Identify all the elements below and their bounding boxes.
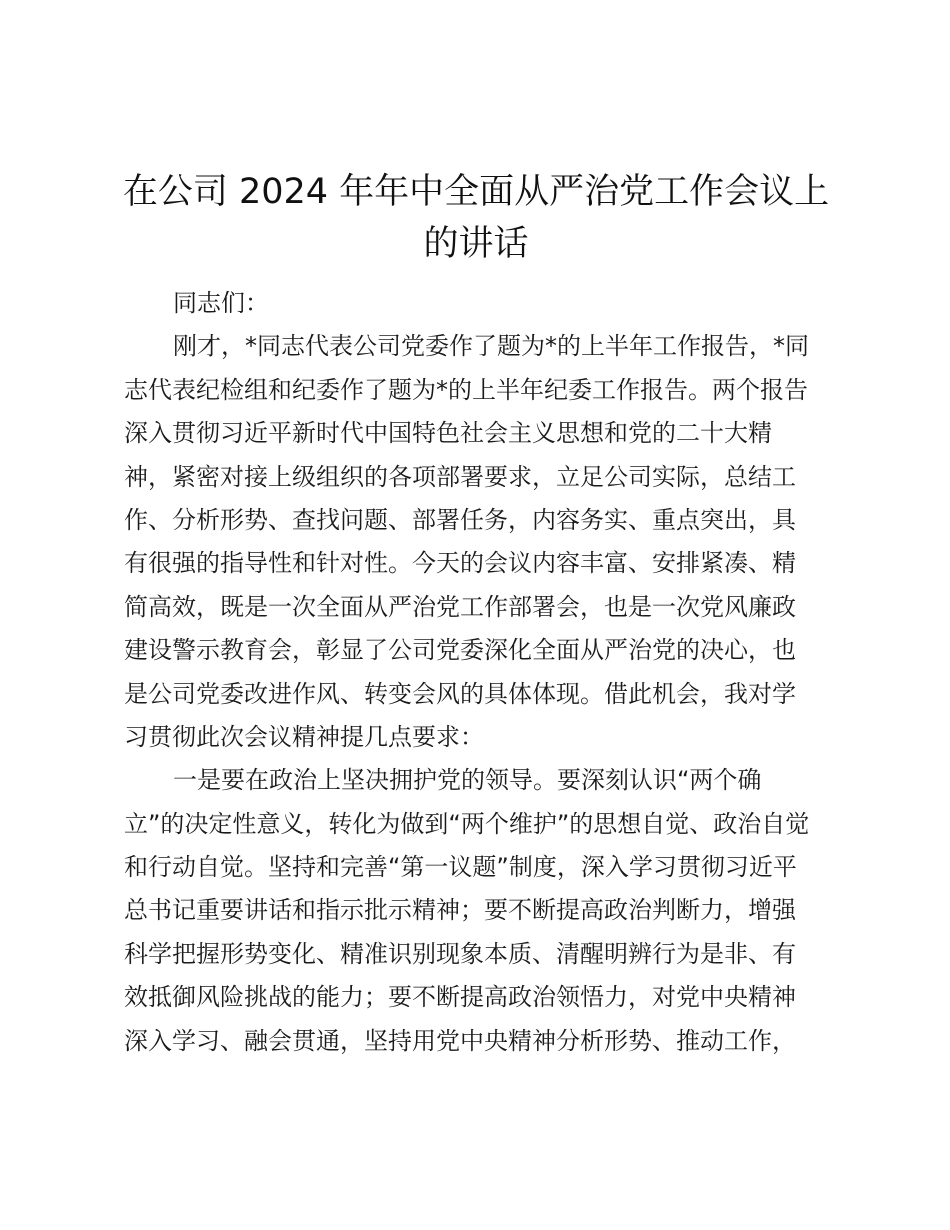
body-text-line: 深入学习、融会贯通，坚持用党中央精神分析形势、推动工作， [124, 1026, 796, 1055]
title-line-1: 在公司 2024 年年中全面从严治党工作会议上 [122, 172, 830, 212]
body-text-line: 立”的决定性意义，转化为做到“两个维护”的思想自觉、政治自觉 [124, 809, 810, 838]
title-line-2: 的讲话 [423, 224, 529, 264]
body-text-line: 是公司党委改进作风、转变会风的具体体现。借此机会，我对学 [124, 679, 796, 708]
body-text-line: 和行动自觉。坚持和完善“第一议题”制度，深入学习贯彻习近平 [124, 853, 797, 882]
body-text-line: 总书记重要讲话和指示批示精神；要不断提高政治判断力，增强 [124, 896, 796, 925]
body-text-line: 简高效，既是一次全面从严治党工作部署会，也是一次党风廉政 [124, 592, 796, 621]
body-text-line: 神，紧密对接上级组织的各项部署要求，立足公司实际，总结工 [124, 462, 796, 491]
body-text-line: 效抵御风险挑战的能力；要不断提高政治领悟力，对党中央精神 [124, 983, 796, 1012]
body-text-line: 志代表纪检组和纪委作了题为*的上半年纪委工作报告。两个报告 [124, 375, 808, 404]
document-body [124, 282, 836, 1063]
body-text-line: 习贯彻此次会议精神提几点要求： [124, 722, 484, 751]
body-text-line: 有很强的指导性和针对性。今天的会议内容丰富、安排紧凑、精 [124, 549, 796, 578]
body-text-line: 建设警示教育会，彰显了公司党委深化全面从严治党的决心，也 [124, 636, 796, 665]
body-text-line: 作、分析形势、查找问题、部署任务，内容务实、重点突出，具 [124, 505, 796, 534]
body-text-line: 一是要在政治上坚决拥护党的领导。要深刻认识“两个确 [173, 766, 762, 795]
document-title [120, 166, 832, 270]
body-text-line: 科学把握形势变化、精准识别现象本质、清醒明辨行为是非、有 [124, 939, 796, 968]
body-text-line: 深入贯彻习近平新时代中国特色社会主义思想和党的二十大精 [124, 419, 772, 448]
body-text-line: 刚才，*同志代表公司党委作了题为*的上半年工作报告，*同 [173, 332, 809, 361]
body-text-line: 同志们： [173, 289, 269, 317]
